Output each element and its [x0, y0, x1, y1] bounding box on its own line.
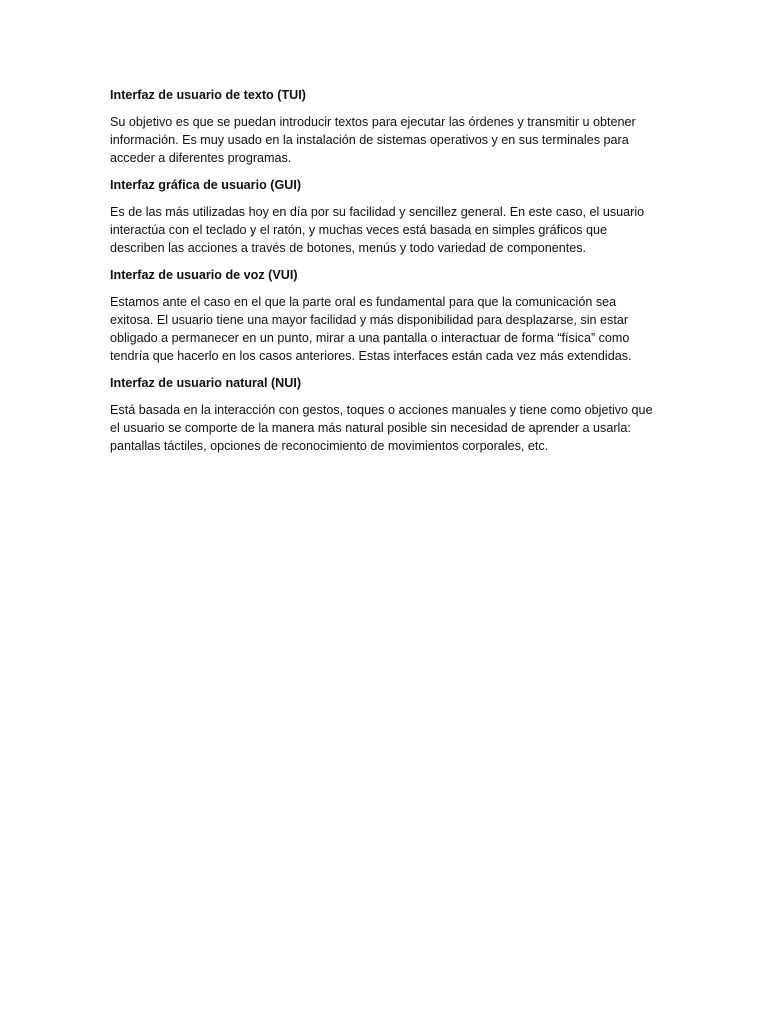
- section-body-tui: Su objetivo es que se puedan introducir textos para ejecutar las órdenes y transmitir u obtener información. Es muy usado en la instalación de sistemas operativos y en sus terminales para acceder a diferentes programas.: [110, 115, 636, 165]
- section-nui: [110, 374, 655, 455]
- section-heading-tui: Interfaz de usuario de texto (TUI): [110, 88, 306, 102]
- section-heading-vui: Interfaz de usuario de voz (VUI): [110, 268, 298, 282]
- section-tui: [110, 86, 655, 167]
- section-vui: [110, 266, 655, 365]
- section-body-gui: Es de las más utilizadas hoy en día por su facilidad y sencillez general. En este caso, el usuario interactúa con el teclado y el ratón, y muchas veces está basada en simples gráficos que describen las acciones a través de botones, menús y todo variedad de componentes.: [110, 205, 645, 255]
- section-heading-gui: Interfaz gráfica de usuario (GUI): [110, 178, 302, 192]
- section-body-vui: Estamos ante el caso en el que la parte oral es fundamental para que la comunicación sea exitosa. El usuario tiene una mayor facilidad y más disponibilidad para desplazarse, sin estar obligado a permanecer en un punto, mirar a una pantalla o interactuar de forma “física” como tendría que hacerlo en los casos anteriores. Estas interfaces están cada vez más extendidas.: [110, 295, 632, 363]
- section-gui: [110, 176, 655, 257]
- section-body-nui: Está basada en la interacción con gestos, toques o acciones manuales y tiene como objetivo que el usuario se comporte de la manera más natural posible sin necesidad de aprender a usarla: pantallas táctiles, opciones de reconocimiento de movimientos corporales, etc.: [110, 403, 653, 453]
- document-page: [110, 86, 655, 464]
- section-heading-nui: Interfaz de usuario natural (NUI): [110, 376, 302, 390]
